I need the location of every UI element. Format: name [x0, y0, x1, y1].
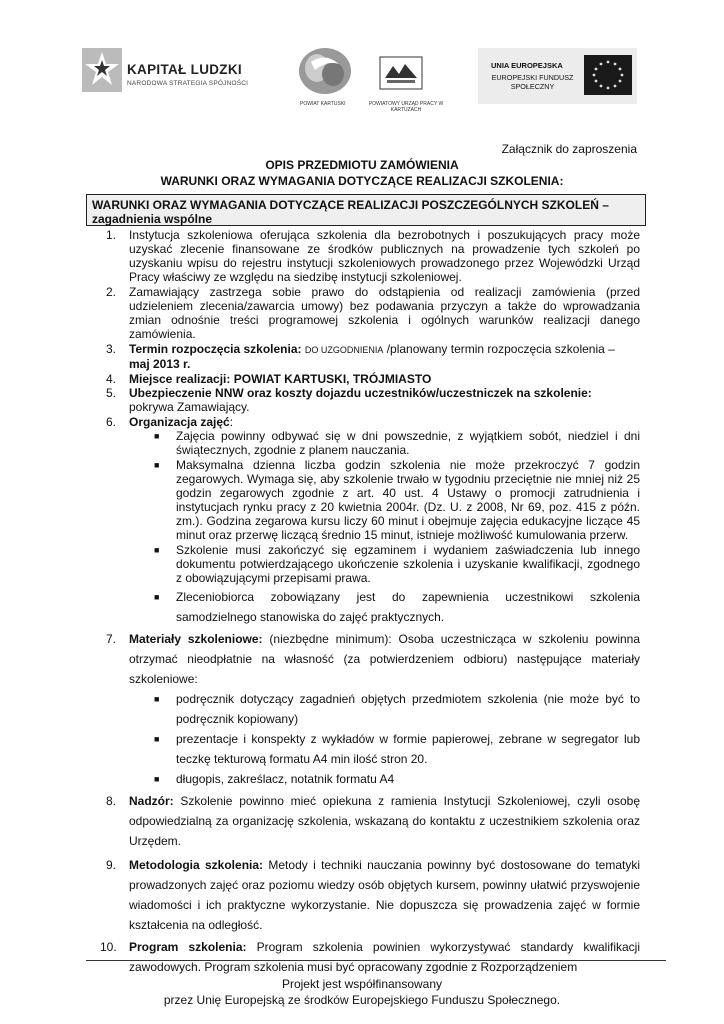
urzad-pracy-caption: POWIATOWY URZĄD PRACY W KARTUZACH: [368, 101, 444, 113]
item-number: 3.: [106, 342, 117, 356]
list-item: [86, 386, 640, 414]
list-item: [86, 629, 640, 689]
urzad-pracy-logo-icon: [379, 56, 423, 90]
kapital-ludzki-title: KAPITAŁ LUDZKI: [127, 62, 242, 77]
bullet-item: [86, 429, 640, 457]
item-label: Program szkolenia:: [129, 940, 247, 954]
powiat-kartuski-caption: POWIAT KARTUSKI: [300, 101, 346, 107]
bullet-text: Zajęcia powinny odbywać się w dni powszednie, z wyjątkiem sobót, niedziel i dni świątecznych, zgodnie z planem nauczania.: [176, 429, 640, 457]
list-item: [86, 285, 640, 341]
ue-fund-name: EUROPEJSKI FUNDUSZ SPOŁECZNY: [491, 73, 574, 91]
bullet-text: Zleceniobiorca zobowiązany jest do zapewnienia uczestnikowi szkolenia samodzielnego stanowiska do zajęć praktycznych.: [176, 590, 640, 624]
document-body: [86, 228, 640, 977]
bullet-square-icon: ■: [154, 694, 160, 704]
list-item: [86, 937, 640, 977]
item-number: 2.: [106, 285, 117, 299]
item-number: 7.: [106, 632, 117, 646]
item-label: Organizacja zajęć: [129, 415, 230, 429]
item-label: Metodologia szkolenia:: [129, 858, 264, 872]
header-logos: [0, 40, 724, 113]
item-text: (niezbędne minimum): Osoba uczestnicząca w szkoleniu powinna otrzymać nieodpłatnie na własność (za potwierdzeniem odbioru) następujące materiały szkoleniowe:: [129, 632, 641, 686]
spaced-section: [86, 587, 640, 977]
bullet-item: [86, 587, 640, 627]
item-label: Termin rozpoczęcia szkolenia:: [129, 342, 302, 356]
bullet-item: [86, 729, 640, 769]
kapital-ludzki-subtitle: NARODOWA STRATEGIA SPÓJNOŚCI: [127, 80, 249, 87]
list-item: [86, 791, 640, 851]
section-header: WARUNKI ORAZ WYMAGANIA DOTYCZĄCE REALIZACJI POSZCZEGÓLNYCH SZKOLEŃ – zagadnienia wspólne: [86, 194, 646, 226]
footer-line-2: przez Unię Europejską ze środków Europejskiego Funduszu Społecznego.: [163, 993, 561, 1007]
item-text: Szkolenie powinno mieć opiekuna z ramienia Instytucji Szkoleniowej, czyli osobę odpowiedzialną za organizację szkolenia, wskazaną do kontaktu z uczestnikiem szkolenia oraz Urzędem.: [129, 794, 640, 848]
list-item: [86, 228, 640, 284]
item-small-text: DO UZGODNIENIA: [304, 345, 384, 355]
bullet-square-icon: ■: [154, 774, 160, 784]
document-subtitle: WARUNKI ORAZ WYMAGANIA DOTYCZĄCE REALIZACJI SZKOLENIA:: [160, 174, 564, 188]
list-item: [86, 342, 640, 371]
item-number: 6.: [106, 415, 117, 429]
eu-flag-icon: [584, 55, 632, 95]
item-text: Instytucja szkoleniowa oferująca szkolenia dla bezrobotnych i poszukujących pracy może uzyskać zlecenie finansowane ze środków publicznych na prowadzenie tych szkoleń po uzyskaniu wpisu do rejestru instytucji szkoleniowych prowadzonego przez Wojewódzki Urząd Pracy właściwy ze względu na siedzibę instytucji szkoleniowej.: [129, 228, 640, 284]
bullet-text: Szkolenie musi zakończyć się egzaminem i wydaniem zaświadczenia lub innego dokumentu potwierdzającego ukończenie szkolenia i uzyskanie kwalifikacji, zgodnego z obowiązującymi przepisami prawa.: [176, 543, 640, 585]
item-label: Materiały szkoleniowe:: [129, 632, 263, 646]
item-number: 10.: [100, 940, 117, 954]
attachment-note: Załącznik do zaproszenia: [501, 142, 637, 156]
bullet-item: [86, 689, 640, 729]
bullet-text: Maksymalna dzienna liczba godzin szkolenia nie może przekroczyć 7 godzin zegarowych. Wymaga się, aby szkolenie trwało w tygodniu przeciętnie nie mniej niż 25 godzin zegarowych zgodnie z art. 40 ust. 4 Ustawy o promocji zatrudnienia i instytucjach rynku pracy z 20 kwietnia 2004r. (Dz. U. z 2008, Nr 69, poz. 415 z późn. zm.). Godzina zegarowa kursu liczy 60 minut i obejmuje zajęcia edukacyjne liczące 45 minut oraz przerwę liczącą średnio 15 minut, istnieje możliwość kumulowania przerw.: [176, 458, 640, 542]
bullet-item: [86, 769, 640, 789]
item-date: maj 2013 r.: [129, 357, 191, 371]
bullet-item: [86, 543, 640, 585]
list-item: 6. Organizacja zajęć:: [106, 415, 234, 429]
bullet-square-icon: ■: [154, 431, 160, 441]
bullet-square-icon: ■: [154, 460, 160, 470]
bullet-square-icon: ■: [154, 734, 160, 744]
bullet-item: [86, 458, 640, 542]
item-label: Ubezpieczenie NNW oraz koszty dojazdu uczestników/uczestniczek na szkolenie:: [129, 386, 592, 400]
item-text: Metody i techniki nauczania powinny być dostosowane do tematyki prowadzonych zajęć oraz poziomu wiedzy osób objętych kursem, powinny ułatwić przyswojenie wiadomości i ich praktyczne wykorzystanie. Nie dopuszcza się prowadzenia zajęć w formie kształcenia na odległość.: [129, 858, 641, 932]
item-number: 1.: [106, 228, 117, 242]
bullet-text: prezentacje i konspekty z wykładów w formie papierowej, zebrane w segregator lub teczkę tekturową formatu A4 min ilość stron 20.: [176, 732, 640, 766]
footer-divider: [86, 960, 666, 961]
item-text: Zamawiający zastrzega sobie prawo do odstąpienia od realizacji zamówienia (przed udzieleniem zlecenia/zawarcia umowy) bez podawania przyczyn a także do wprowadzania zmian odnośnie treści programowej szkolenia i ogólnych warunków realizacji danego zamówienia.: [129, 285, 640, 341]
item-number: 5.: [106, 386, 117, 400]
item-label: Nadzór:: [129, 794, 174, 808]
ue-title: UNIA EUROPEJSKA: [491, 61, 563, 70]
item-number: 4.: [106, 372, 117, 386]
bullet-square-icon: ■: [154, 545, 160, 555]
bullet-text: podręcznik dotyczący zagadnień objętych przedmiotem szkolenia (nie może być to podręcznik kopiowany): [176, 692, 640, 726]
item-label: Miejsce realizacji: POWIAT KARTUSKI, TRÓJMIASTO: [129, 372, 432, 386]
document-title: OPIS PRZEDMIOTU ZAMÓWIENIA: [265, 158, 459, 172]
item-number: 9.: [106, 858, 117, 872]
kapital-ludzki-logo-icon: [82, 48, 122, 92]
footer-line-1: Projekt jest współfinansowany: [281, 977, 443, 991]
item-text: pokrywa Zamawiający.: [129, 400, 250, 414]
bullet-square-icon: ■: [154, 592, 160, 602]
item-number: 8.: [106, 794, 117, 808]
list-item: [86, 372, 640, 386]
powiat-kartuski-logo-icon: [297, 46, 353, 96]
item-text: Program szkolenia powinien wykorzystywać standardy kwalifikacji zawodowych. Program szkolenia musi być opracowany zgodnie z Rozporządzeniem: [129, 940, 641, 974]
bullet-text: długopis, zakreślacz, notatnik formatu A4: [176, 772, 395, 786]
item-text: /planowany termin rozpoczęcia szkolenia –: [386, 342, 615, 356]
list-item: [86, 855, 640, 935]
